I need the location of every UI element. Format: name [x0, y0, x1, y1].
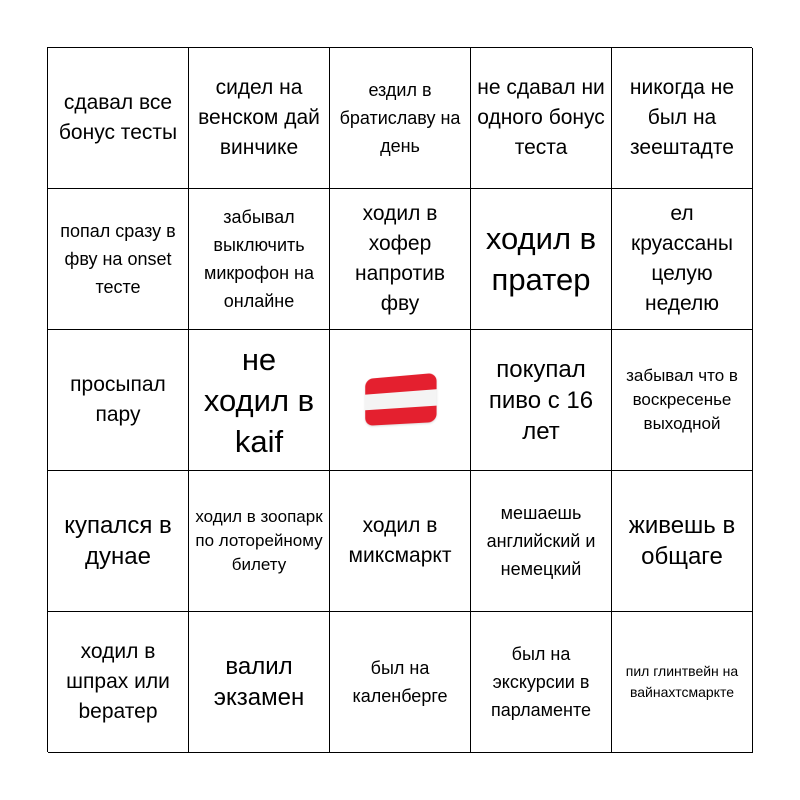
bingo-cell[interactable]: не ходил в kaif [189, 330, 330, 471]
bingo-cell[interactable]: ходил в хофер напротив фву [330, 189, 471, 330]
bingo-cell[interactable]: ходил в шпрах или beратер [48, 612, 189, 753]
bingo-cell-center[interactable] [330, 330, 471, 471]
bingo-cell[interactable]: ел круассаны целую неделю [612, 189, 753, 330]
bingo-cell[interactable]: просыпал пару [48, 330, 189, 471]
bingo-cell[interactable]: живешь в общаге [612, 471, 753, 612]
bingo-cell[interactable]: ходил в зоопарк по лоторейному билету [189, 471, 330, 612]
bingo-cell[interactable]: сдавал все бонус тесты [48, 48, 189, 189]
bingo-cell[interactable]: забывал выключить микрофон на онлайне [189, 189, 330, 330]
bingo-board [47, 47, 752, 752]
bingo-cell[interactable]: сидел на венском дай винчике [189, 48, 330, 189]
bingo-cell[interactable]: пил глинтвейн на вайнахтсмаркте [612, 612, 753, 753]
bingo-cell[interactable]: покупал пиво с 16 лет [471, 330, 612, 471]
bingo-cell[interactable]: ездил в братиславу на день [330, 48, 471, 189]
bingo-cell[interactable]: не сдавал ни одного бонус теста [471, 48, 612, 189]
bingo-cell[interactable]: никогда не был на зеештадте [612, 48, 753, 189]
bingo-cell[interactable]: ходил в миксмаркт [330, 471, 471, 612]
bingo-cell[interactable]: купался в дунае [48, 471, 189, 612]
bingo-cell[interactable]: попал сразу в фву на onset тесте [48, 189, 189, 330]
bingo-cell[interactable]: валил экзамен [189, 612, 330, 753]
flag-band-red [365, 406, 436, 426]
bingo-cell[interactable]: был на экскурсии в парламенте [471, 612, 612, 753]
austria-flag-icon [365, 373, 436, 426]
bingo-cell[interactable]: мешаешь английский и немецкий [471, 471, 612, 612]
bingo-cell[interactable]: забывал что в воскресенье выходной [612, 330, 753, 471]
bingo-cell[interactable]: был на каленберге [330, 612, 471, 753]
bingo-cell[interactable]: ходил в пратер [471, 189, 612, 330]
